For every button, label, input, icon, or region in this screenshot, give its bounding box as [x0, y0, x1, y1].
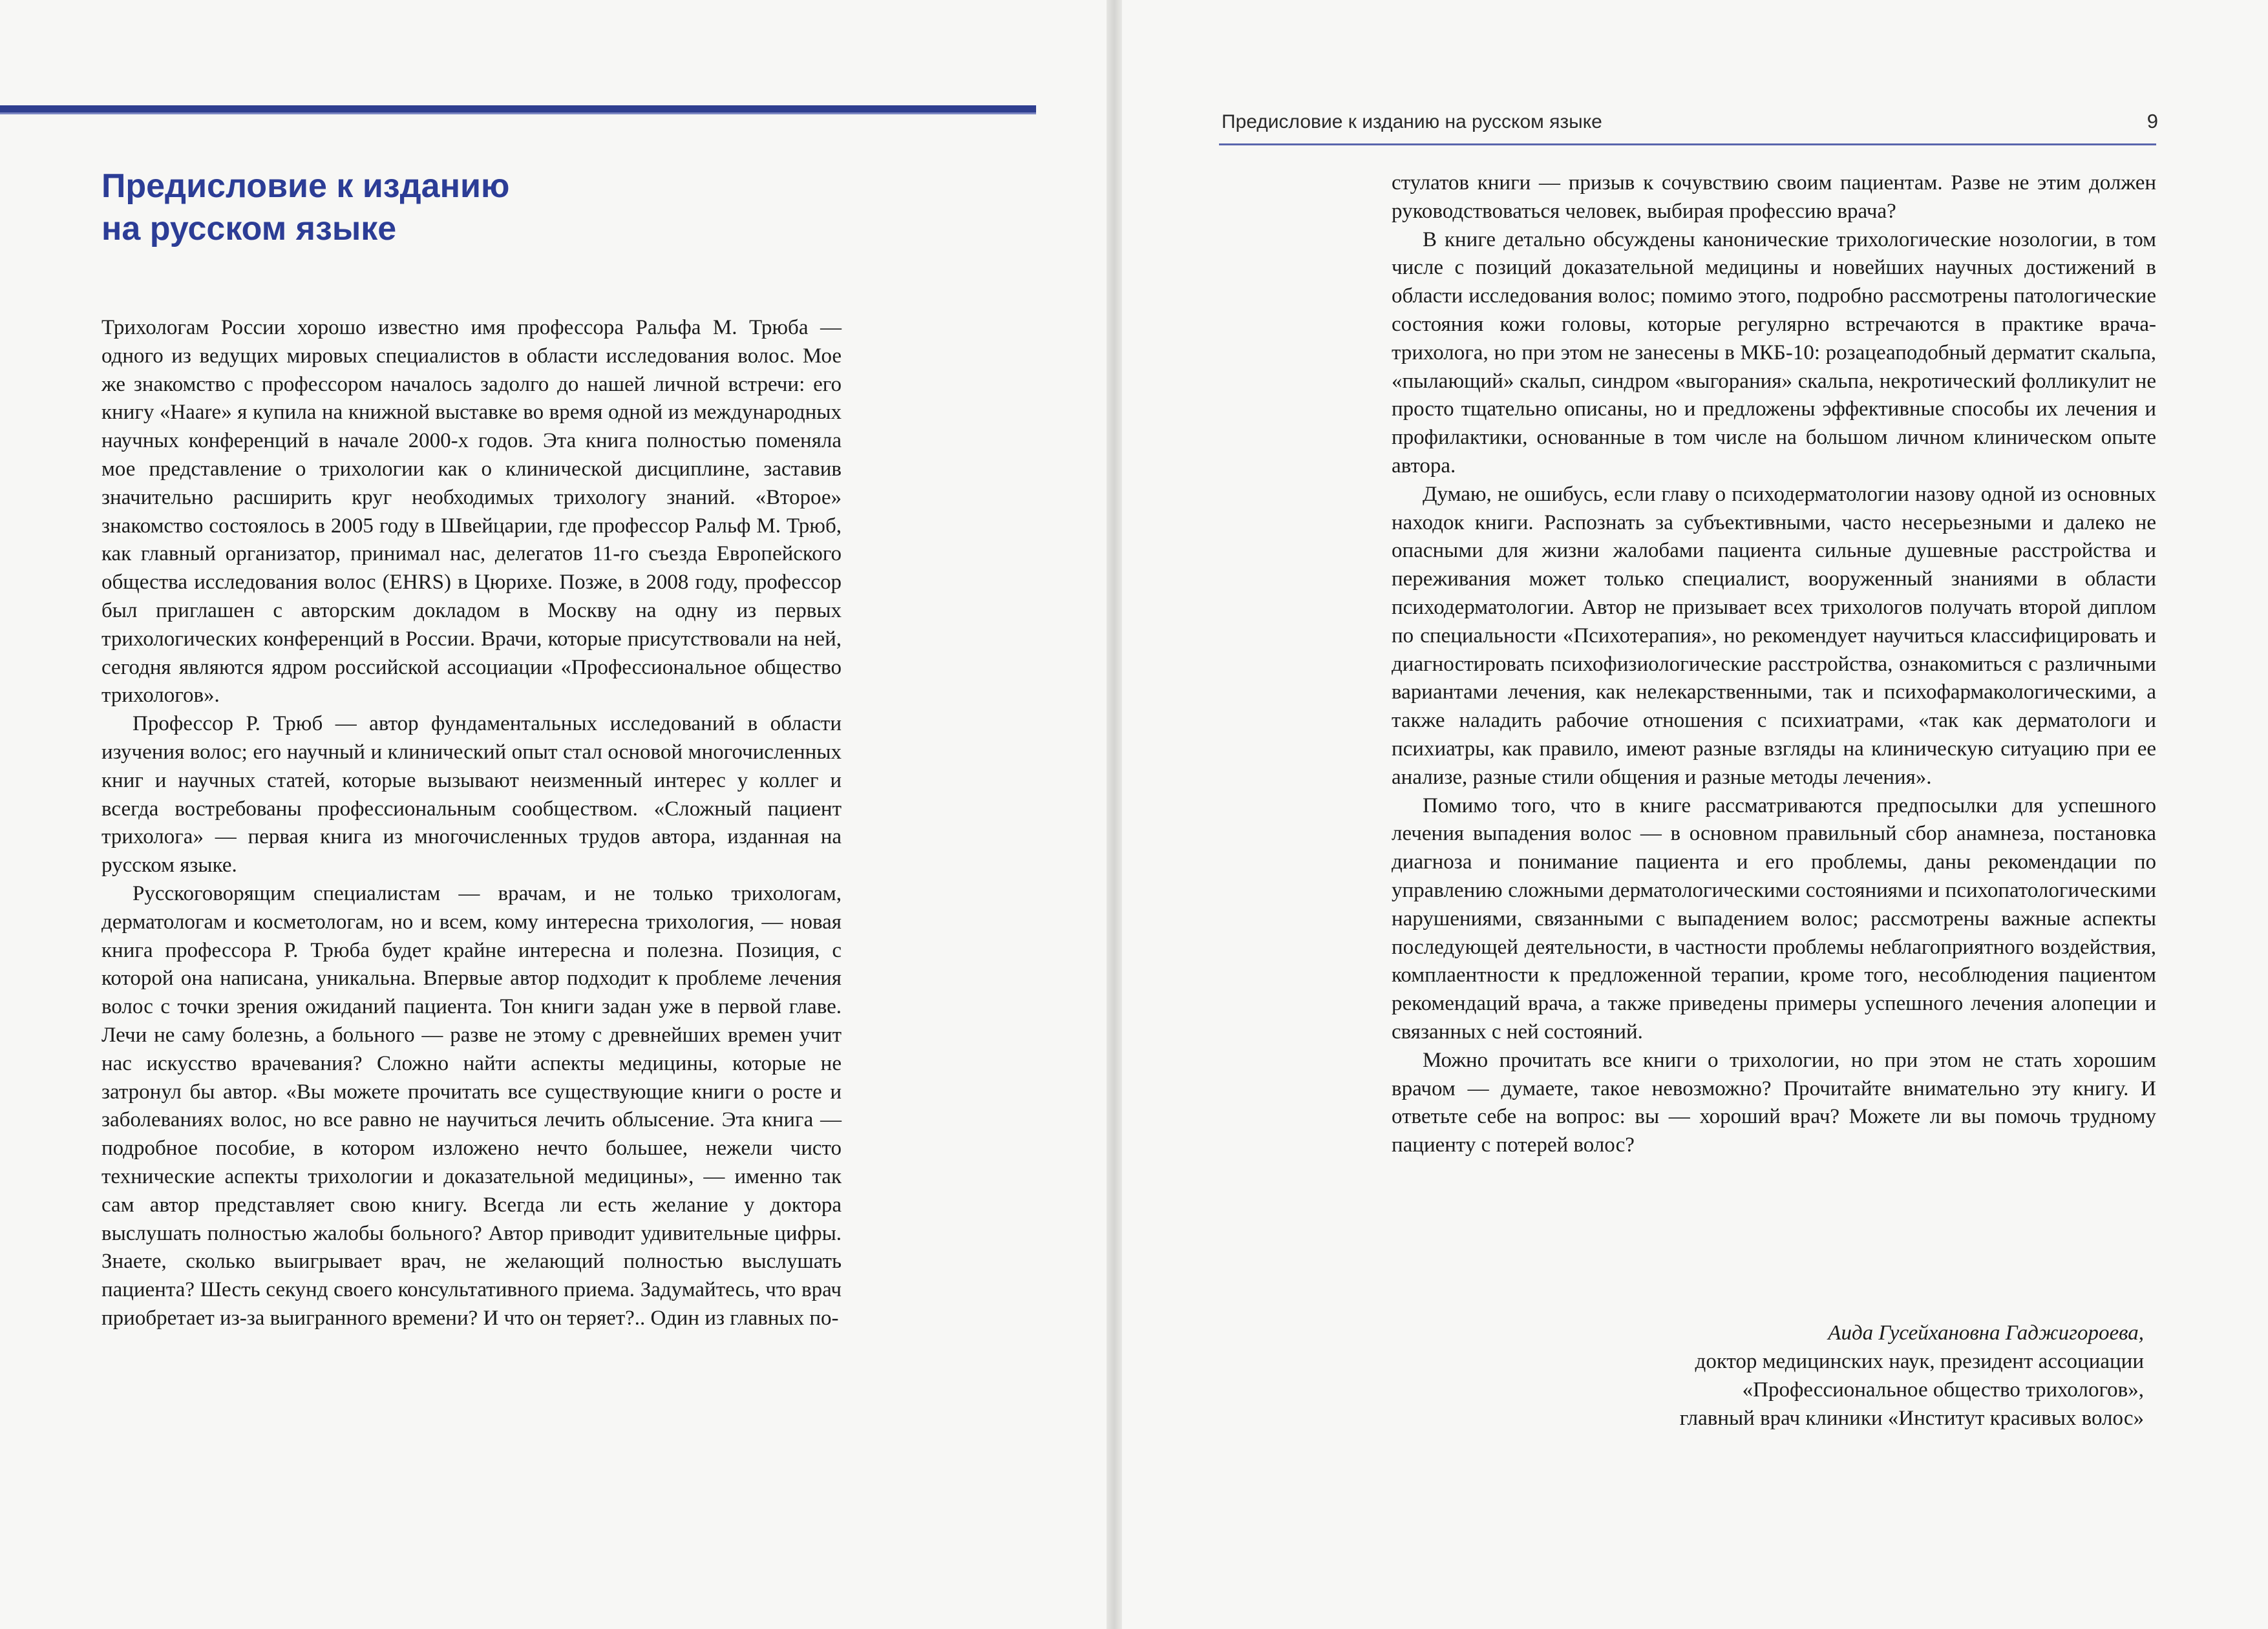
header-rule: [1219, 143, 2156, 145]
author-signature: [1368, 1319, 2144, 1433]
paragraph: Русскоговорящим специалистам — врачам, и не только трихологам, дерматологам и косметологам, но и всем, кому интересна трихология, — новая книга профессора Р. Трюба будет крайне интересна и полезна. Позиция, с которой она написана, уникальна. Впервые автор подходит к проблеме лечения волос с точки зрения ожиданий пациента. Тон книги задан уже в первой главе. Лечи не саму болезнь, а больного — разве не этому с древнейших времен учит нас искусство врачевания? Сложно найти аспекты медицины, которые не затронул бы автор. «Вы можете прочитать все существующие книги о росте и заболеваниях волос, но все равно не научиться лечить облысение. Эта книга — подробное пособие, в котором изложено нечто большее, нежели чисто технические аспекты трихологии и доказательной медицины», — именно так сам автор представляет свою книгу. Всегда ли есть желание у доктора выслушать полностью жалобы больного? Автор приводит удивительные цифры. Знаете, сколько выигрывает врач, не желающий полностью выслушать пациента? Шесть секунд своего консультативного приема. Задумайтесь, что врач приобретает из-за выигранного времени? И что он теряет?.. Один из главных по-: [101, 881, 842, 1330]
page-number: 9: [2146, 110, 2158, 132]
signature-line: главный врач клиники «Институт красивых волос»: [1679, 1407, 2144, 1430]
chapter-top-rule: [0, 105, 1036, 114]
paragraph: В книге детально обсуждены канонические трихологические нозологии, в том числе с позиций доказательной медицины и новейших научных достижений в области исследования волос; помимо этого, подробно рассмотрены патологические состояния кожи головы, которые регулярно встречаются в практике врача-трихолога, но при этом не занесены в МКБ-10: розацеаподобный дерматит скальпа, «пылающий» скальп, синдром «выгорания» скальпа, некротический фолликулит не просто тщательно описаны, но и предложены эффективные способы их лечения и профилактики, основанные в том числе на большом личном клиническом опыте автора.: [1392, 227, 2156, 478]
signature-name: Аида Гусейхановна Гаджигороева,: [1828, 1321, 2144, 1345]
paragraph: Профессор Р. Трюб — автор фундаментальных исследований в области изучения волос; его научный и клинический опыт стал основой многочисленных книг и научных статей, которые вызывают неизменный интерес у коллег и всегда востребованы профессиональным сообществом. «Сложный пациент трихолога» — первая книга из многочисленных трудов автора, изданная на русском языке.: [101, 712, 842, 878]
paragraph: Помимо того, что в книге рассматриваются предпосылки для успешного лечения выпадения волос — в основном правильный сбор анамнеза, постановка диагноза и понимание пациента и его проблемы, даны рекомендации по управлению сложными дерматологическими состояниями и психопатологическими нарушениями, связанными с выпадением волос; рассмотрены важные аспекты последующей деятельности, в частности проблемы неблагоприятного воздействия, комплаентности к предложенной терапии, кроме того, несоблюдения пациентом рекомендаций врача, а также приведены примеры успешного лечения алопеции и связанных с ней состояний.: [1392, 793, 2156, 1044]
paragraph: Можно прочитать все книги о трихологии, но при этом не стать хорошим врачом — думаете, такое невозможно? Прочитайте внимательно эту книгу. И ответьте себе на вопрос: вы — хороший врач? Можете ли вы помочь трудному пациенту с потерей волос?: [1392, 1048, 2156, 1157]
signature-line: «Профессиональное общество трихологов»,: [1742, 1378, 2144, 1402]
chapter-title: [101, 165, 942, 250]
chapter-title-line-1: Предисловие к изданию: [101, 167, 510, 205]
paragraph: Трихологам России хорошо известно имя профессора Ральфа М. Трюба — одного из ведущих мировых специалистов в области исследования волос. Мое же знакомство с профессором началось задолго до нашей личной встречи: его книгу «Haare» я купила на книжной выставке во время одной из международных научных конференций в начале 2000-х годов. Эта книга полностью поменяла мое представление о трихологии как о клинической дисциплине, заставив значительно расширить круг необходимых трихологу знаний. «Второе» знакомство состоялось в 2005 году в Швейцарии, где профессор Ральф М. Трюб, как главный организатор, принимал нас, делегатов 11-го съезда Европейского общества исследования волос (EHRS) в Цюрихе. Позже, в 2008 году, профессор был приглашен с авторским докладом в Москву на одну из первых трихологических конференций в России. Врачи, которые присутствовали на ней, сегодня являются ядром российской ассоциации «Профессиональное общество трихологов».: [101, 316, 842, 708]
chapter-title-line-2: на русском языке: [101, 210, 397, 247]
left-page: [0, 0, 1107, 1629]
right-text-column: [1392, 169, 2156, 1160]
paragraph: Думаю, не ошибусь, если главу о психодерматологии назову одной из основных находок книги. Распознать за субъективными, часто несерьезными и далеко не опасными для жизни жалобами пациента сильные душевные расстройства и переживания может только специалист, вооруженный знаниями в области психодерматологии. Автор не призывает всех трихологов получать второй диплом по специальности «Психотерапия», но рекомендует научиться классифицировать и диагностировать психофизиологические расстройства, ознакомиться с различными вариантами лечения, как нелекарственными, так и психофармакологическими, а также наладить рабочие отношения с психиатрами, «так как дерматологи и психиатры, как правило, имеют разные взгляды на клиническую ситуацию при ее анализе, разные стили общения и разные методы лечения».: [1392, 482, 2156, 789]
left-text-column: [101, 314, 842, 1333]
signature-line: доктор медицинских наук, президент ассоциации: [1695, 1350, 2144, 1373]
running-head: Предисловие к изданию на русском языке: [1222, 111, 1602, 132]
paragraph: стулатов книги — призыв к сочувствию своим пациентам. Разве не этим должен руководствоваться человек, выбирая профессию врача?: [1392, 171, 2156, 223]
book-gutter: [1107, 0, 1122, 1629]
